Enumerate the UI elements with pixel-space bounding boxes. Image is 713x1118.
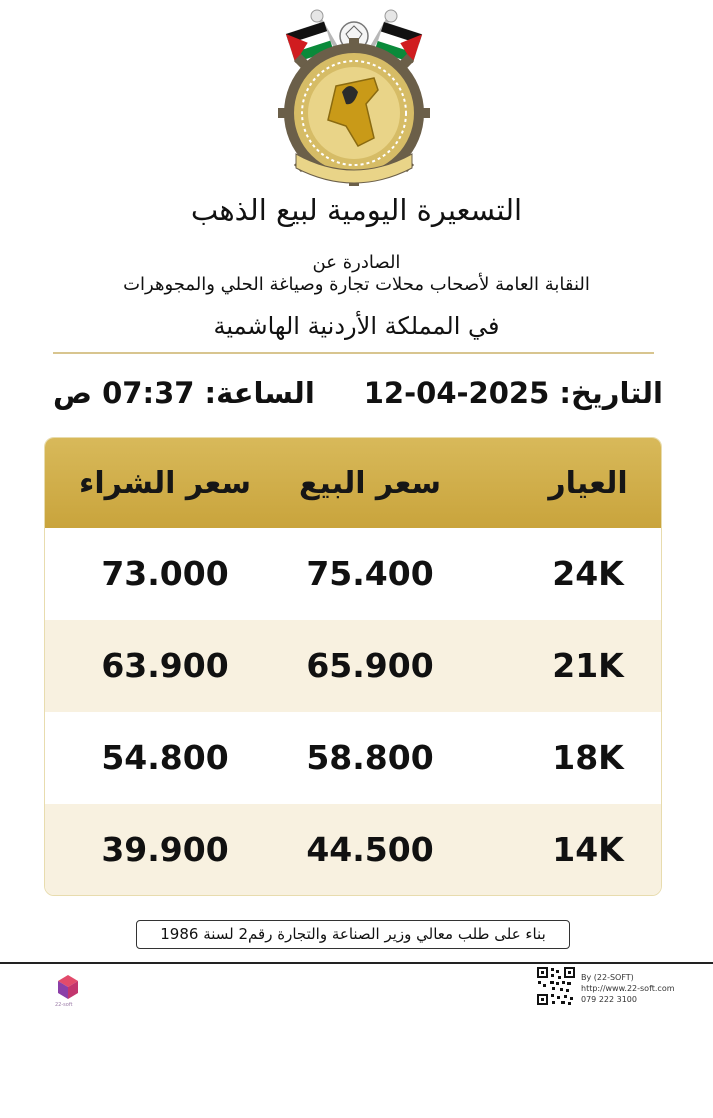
column-header-karat: العيار [548, 466, 628, 501]
header-divider [53, 352, 654, 354]
small-logo-text: 22-soft [55, 1002, 73, 1008]
footer-divider [0, 962, 713, 964]
buy-price-cell: 73.000 [101, 554, 229, 593]
table-row [45, 620, 661, 712]
issued-by-label: الصادرة عن [312, 252, 401, 273]
sell-price-cell: 44.500 [306, 830, 434, 869]
credits-company: By (22-SOFT) [581, 973, 634, 982]
karat-cell: 18K [552, 738, 624, 777]
gold-price-table [44, 437, 662, 896]
time-label: الساعة: [204, 376, 315, 410]
date-label: التاريخ: [559, 376, 663, 410]
buy-price-cell: 63.900 [101, 646, 229, 685]
sell-price-cell: 75.400 [306, 554, 434, 593]
date-line [364, 376, 663, 410]
table-row [45, 712, 661, 804]
time-value: 07:37 ص [53, 376, 195, 410]
table-row [45, 528, 661, 620]
page-title: التسعيرة اليومية لبيع الذهب [190, 193, 523, 227]
karat-cell: 24K [552, 554, 624, 593]
karat-cell: 21K [552, 646, 624, 685]
time-line [53, 376, 315, 410]
buy-price-cell: 54.800 [101, 738, 229, 777]
country-name: في المملكة الأردنية الهاشمية [213, 312, 500, 340]
organization-name: النقابة العامة لأصحاب محلات تجارة وصياغة الحلي والمجوهرات [123, 274, 590, 295]
table-header [45, 438, 661, 528]
qr-code-icon [536, 966, 576, 1006]
credits [581, 972, 675, 1005]
sell-price-cell: 65.900 [306, 646, 434, 685]
column-header-sell-price: سعر البيع [298, 466, 442, 501]
association-emblem-icon [266, 8, 442, 188]
column-header-buy-price: سعر الشراء [79, 466, 251, 501]
table-row [45, 804, 661, 896]
22soft-cube-logo-icon [56, 973, 80, 1003]
karat-cell: 14K [552, 830, 624, 869]
date-value: 12-04-2025 [363, 376, 550, 410]
buy-price-cell: 39.900 [101, 830, 229, 869]
ministry-note: بناء على طلب معالي وزير الصناعة والتجارة رقم2 لسنة 1986 [136, 920, 570, 949]
credits-phone: 079 222 3100 [581, 995, 637, 1004]
sell-price-cell: 58.800 [306, 738, 434, 777]
credits-website[interactable]: http://www.22-soft.com [581, 984, 675, 993]
